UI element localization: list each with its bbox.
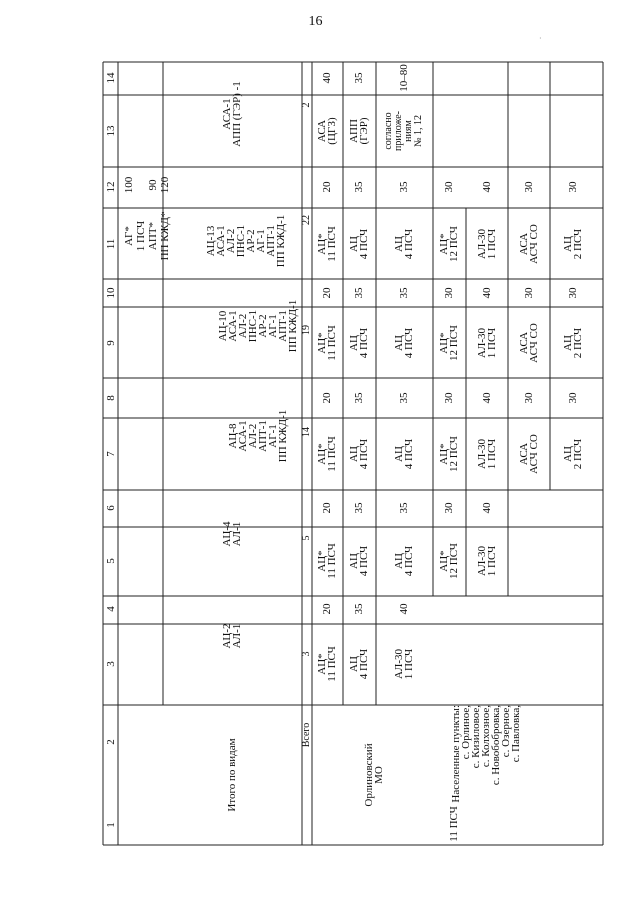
cell-time: 20: [321, 502, 333, 514]
cell-line: АЦ*: [316, 550, 328, 572]
col-number-1: 1: [105, 822, 117, 828]
cell-c5: [476, 531, 498, 591]
header-c13-line: АСА-1: [221, 98, 233, 130]
settlement-line: с. Павловка,: [510, 705, 522, 763]
cell-line: АЦ: [348, 236, 360, 252]
cell-line: 2 ПСЧ: [572, 327, 584, 359]
cell-c3: [393, 629, 415, 699]
cell-line: 4 ПСЧ: [403, 327, 415, 359]
header-c13-line: АПП (ГЭР) -1: [231, 81, 243, 147]
settlement-line: с. Новобобровка,: [490, 705, 502, 786]
cell-line: 2 ПСЧ: [572, 228, 584, 260]
cell-line: АЦ*: [316, 332, 328, 354]
cell-c9: [393, 308, 415, 378]
totals-value: 22: [301, 215, 312, 225]
settlement-line: с. Колхозное,: [480, 705, 492, 768]
cell-line: АЛ-30: [393, 648, 405, 680]
cell-c13: [378, 98, 430, 164]
cell-time: 35: [353, 287, 365, 299]
district-name: [359, 735, 389, 815]
col-number-3: 3: [105, 661, 117, 667]
header-c9-line: АСА-1: [227, 310, 239, 342]
totals-value: 3: [301, 651, 312, 657]
cell-line: АЦ*: [438, 443, 450, 465]
cell-time: 20: [321, 392, 333, 404]
header-c7-line: ПП КЖД-1: [277, 409, 289, 463]
cell-time: 30: [567, 287, 579, 299]
header-c9-line: ПП КЖД-1: [287, 299, 299, 353]
cell-c13: [316, 101, 338, 161]
cell-c9: [438, 308, 460, 378]
header-c11-line: АЛ-2: [225, 228, 237, 254]
cell-line: ниям: [403, 120, 414, 142]
col-number-7: 7: [105, 451, 117, 457]
cell-line: 12 ПСЧ: [448, 436, 460, 472]
cell-c9: [316, 308, 338, 378]
header-c11-top-value: 100: [123, 176, 135, 194]
cell-line: АЦ*: [316, 443, 328, 465]
cell-line: 4 ПСЧ: [403, 438, 415, 470]
header-c9: [213, 286, 303, 366]
cell-c5: [438, 531, 460, 591]
settlements-list: [446, 705, 526, 815]
cell-time: 35: [398, 392, 410, 404]
cell-line: 11 ПСЧ: [326, 646, 338, 682]
cell-line: 12 ПСЧ: [448, 325, 460, 361]
cell-time: 40: [398, 603, 410, 615]
header-c11-line: АЦ-13: [205, 225, 217, 257]
header-c11-line: ПНС-1: [235, 224, 247, 258]
cell-c9: [476, 308, 498, 378]
header-c3: [217, 606, 247, 666]
cell-c11: [476, 214, 498, 274]
cell-line: 11 ПСЧ: [326, 436, 338, 472]
cell-line: 2 ПСЧ: [572, 438, 584, 470]
cell-line: АСЧ СО: [528, 323, 540, 363]
header-total-by-type: Итого по видам: [226, 738, 238, 812]
cell-c14: 35: [353, 72, 365, 84]
cell-line: 4 ПСЧ: [403, 228, 415, 260]
cell-line: АЦ*: [438, 550, 450, 572]
cell-c7: [348, 419, 370, 489]
cell-line: № 1, 12: [413, 114, 424, 148]
header-c7-line: АЛ-2: [247, 423, 259, 449]
cell-time: 30: [443, 181, 455, 193]
cell-time: 20: [321, 287, 333, 299]
cell-line: АСА: [518, 442, 530, 466]
cell-time: 40: [481, 502, 493, 514]
col-number-12: 12: [105, 181, 117, 193]
cell-c11: [518, 214, 540, 274]
cell-line: АПП: [348, 119, 360, 143]
cell-line: 11 ПСЧ: [326, 325, 338, 361]
cell-time: 30: [443, 287, 455, 299]
cell-line: АСА: [316, 119, 328, 143]
header-c5-line: АЛ-1: [231, 521, 243, 547]
cell-line: (ГЭР): [358, 117, 370, 145]
cell-line: АЦ: [348, 446, 360, 462]
settlement-line: с. Кизиловое,: [470, 705, 482, 769]
header-c11-top-vehicle: 1 ПСЧ: [135, 220, 147, 252]
cell-line: АСА: [518, 331, 530, 355]
cell-c7: [393, 419, 415, 489]
cell-time: 30: [443, 392, 455, 404]
header-c11-top-vehicle: АГ*: [123, 226, 135, 246]
cell-line: 4 ПСЧ: [358, 438, 370, 470]
cell-time: 30: [523, 392, 535, 404]
cell-c13: [348, 101, 370, 161]
col-number-8: 8: [105, 395, 117, 401]
cell-line: 1 ПСЧ: [486, 545, 498, 577]
cell-time: 40: [481, 287, 493, 299]
cell-c11: [562, 214, 584, 274]
cell-line: АЦ: [348, 335, 360, 351]
cell-time: 30: [567, 392, 579, 404]
header-c9-line: АЦ-10: [217, 310, 229, 342]
totals-label: Всего: [301, 722, 312, 748]
cell-line: 4 ПСЧ: [403, 545, 415, 577]
cell-line: 4 ПСЧ: [358, 545, 370, 577]
header-c9-line: АГ-1: [267, 314, 279, 338]
cell-line: АЛ-30: [476, 327, 488, 359]
settlement-line: Населенные пункты:: [450, 705, 462, 803]
col-number-4: 4: [105, 606, 117, 612]
col-number-14: 14: [105, 72, 117, 84]
header-c7-line: АПТ-1: [257, 420, 269, 452]
header-c3-line: АЦ-2: [221, 623, 233, 649]
totals-value: 2: [301, 102, 312, 108]
cell-c9: [518, 308, 540, 378]
header-c11: [201, 201, 291, 281]
cell-time: 35: [353, 392, 365, 404]
section-label: 11 ПСЧ: [448, 806, 460, 842]
district-line: Орлиновский МО: [363, 743, 385, 807]
cell-time: 30: [567, 181, 579, 193]
cell-line: АЦ*: [316, 653, 328, 675]
cell-c5: [348, 531, 370, 591]
header-c11-top-vehicle: АПТ*: [147, 221, 159, 251]
cell-line: 12 ПСЧ: [448, 543, 460, 579]
cell-line: 12 ПСЧ: [448, 226, 460, 262]
cell-time: 35: [398, 181, 410, 193]
cell-c5: [316, 531, 338, 591]
cell-c3: [348, 629, 370, 699]
cell-c11: [348, 214, 370, 274]
header-c11-top-value: 90: [147, 179, 159, 191]
header-c11-line: АГ-1: [255, 229, 267, 253]
header-c11-top-value: 120: [159, 176, 171, 194]
cell-line: АЦ: [562, 236, 574, 252]
page-number: 16: [308, 14, 323, 29]
header-c9-line: АПТ-1: [277, 310, 289, 342]
cell-line: АЦ*: [316, 233, 328, 255]
cell-line: АЦ: [393, 446, 405, 462]
header-c7-line: АГ-1: [267, 424, 279, 448]
cell-time: 35: [353, 502, 365, 514]
cell-time: 30: [523, 181, 535, 193]
cell-time: 40: [481, 181, 493, 193]
cell-c7: [316, 419, 338, 489]
cell-line: АЦ*: [438, 332, 450, 354]
cell-time: 35: [398, 287, 410, 299]
totals-value: 5: [301, 535, 312, 541]
cell-line: АСЧ СО: [528, 434, 540, 474]
cell-c14: 10–80: [398, 64, 410, 92]
cell-line: 1 ПСЧ: [403, 648, 415, 680]
cell-line: АЦ: [393, 335, 405, 351]
header-c11-top-vehicle: ПП КЖД*: [159, 211, 171, 261]
cell-line: АЦ: [348, 656, 360, 672]
col-number-11: 11: [105, 238, 117, 250]
cell-c11: [393, 214, 415, 274]
col-number-6: 6: [105, 505, 117, 511]
cell-c7: [438, 419, 460, 489]
cell-c14: 40: [321, 72, 333, 84]
col-number-10: 10: [105, 287, 117, 299]
cell-line: 4 ПСЧ: [358, 228, 370, 260]
cell-c5: [393, 531, 415, 591]
header-c3-line: АЛ-1: [231, 623, 243, 649]
cell-line: 4 ПСЧ: [358, 648, 370, 680]
cell-line: АЦ: [562, 335, 574, 351]
cell-line: (ЦГЗ): [326, 117, 338, 145]
header-c11-line: АСА-1: [215, 225, 227, 257]
cell-c11: [438, 214, 460, 274]
totals-value: 19: [301, 325, 312, 335]
cell-line: 11 ПСЧ: [326, 543, 338, 579]
col-number-13: 13: [105, 125, 117, 137]
header-c7: [223, 396, 293, 476]
header-c11-line: ПП КЖД-1: [275, 214, 287, 268]
cell-line: АЛ-30: [476, 228, 488, 260]
header-c9-line: АЛ-2: [237, 313, 249, 339]
cell-line: согласно: [383, 112, 394, 150]
cell-line: 1 ПСЧ: [486, 438, 498, 470]
cell-time: 20: [321, 603, 333, 615]
cell-time: 35: [398, 502, 410, 514]
header-c11-line: АР-2: [245, 229, 257, 253]
cell-c3: [316, 629, 338, 699]
col-number-9: 9: [105, 340, 117, 346]
cell-line: АСА: [518, 232, 530, 256]
margin-mark: ·: [539, 34, 542, 43]
header-c5-line: АЦ-4: [221, 521, 233, 547]
cell-c7: [476, 419, 498, 489]
cell-line: 1 ПСЧ: [486, 228, 498, 260]
header-c9-line: АР-2: [257, 314, 269, 338]
cell-time: 30: [523, 287, 535, 299]
header-c9-line: ПНС-1: [247, 309, 259, 343]
header-c7-line: АСА-1: [237, 420, 249, 452]
cell-line: АЦ: [393, 553, 405, 569]
cell-c9: [348, 308, 370, 378]
cell-line: АЦ: [348, 553, 360, 569]
cell-time: 30: [443, 502, 455, 514]
cell-c7: [518, 419, 540, 489]
col-number-5: 5: [105, 558, 117, 564]
cell-time: 40: [481, 392, 493, 404]
settlement-line: с. Озерное,: [500, 705, 512, 758]
header-c7-line: АЦ-8: [227, 423, 239, 449]
totals-value: 14: [301, 427, 312, 437]
header-c5: [217, 504, 247, 564]
cell-line: 1 ПСЧ: [486, 327, 498, 359]
settlement-line: с. Орлиное,: [460, 705, 472, 760]
cell-time: 35: [353, 181, 365, 193]
header-c11-line: АПТ-1: [265, 225, 277, 257]
cell-line: АЛ-30: [476, 545, 488, 577]
cell-c11: [316, 214, 338, 274]
cell-line: АЦ: [393, 236, 405, 252]
cell-c9: [562, 308, 584, 378]
cell-time: 35: [353, 603, 365, 615]
cell-line: приложе-: [393, 111, 404, 151]
cell-time: 20: [321, 181, 333, 193]
cell-line: 11 ПСЧ: [326, 226, 338, 262]
cell-line: АСЧ СО: [528, 224, 540, 264]
cell-line: 4 ПСЧ: [358, 327, 370, 359]
col-number-2: 2: [105, 739, 117, 745]
cell-line: АЛ-30: [476, 438, 488, 470]
cell-c7: [562, 419, 584, 489]
cell-line: АЦ: [562, 446, 574, 462]
header-c13: [217, 64, 247, 164]
cell-line: АЦ*: [438, 233, 450, 255]
